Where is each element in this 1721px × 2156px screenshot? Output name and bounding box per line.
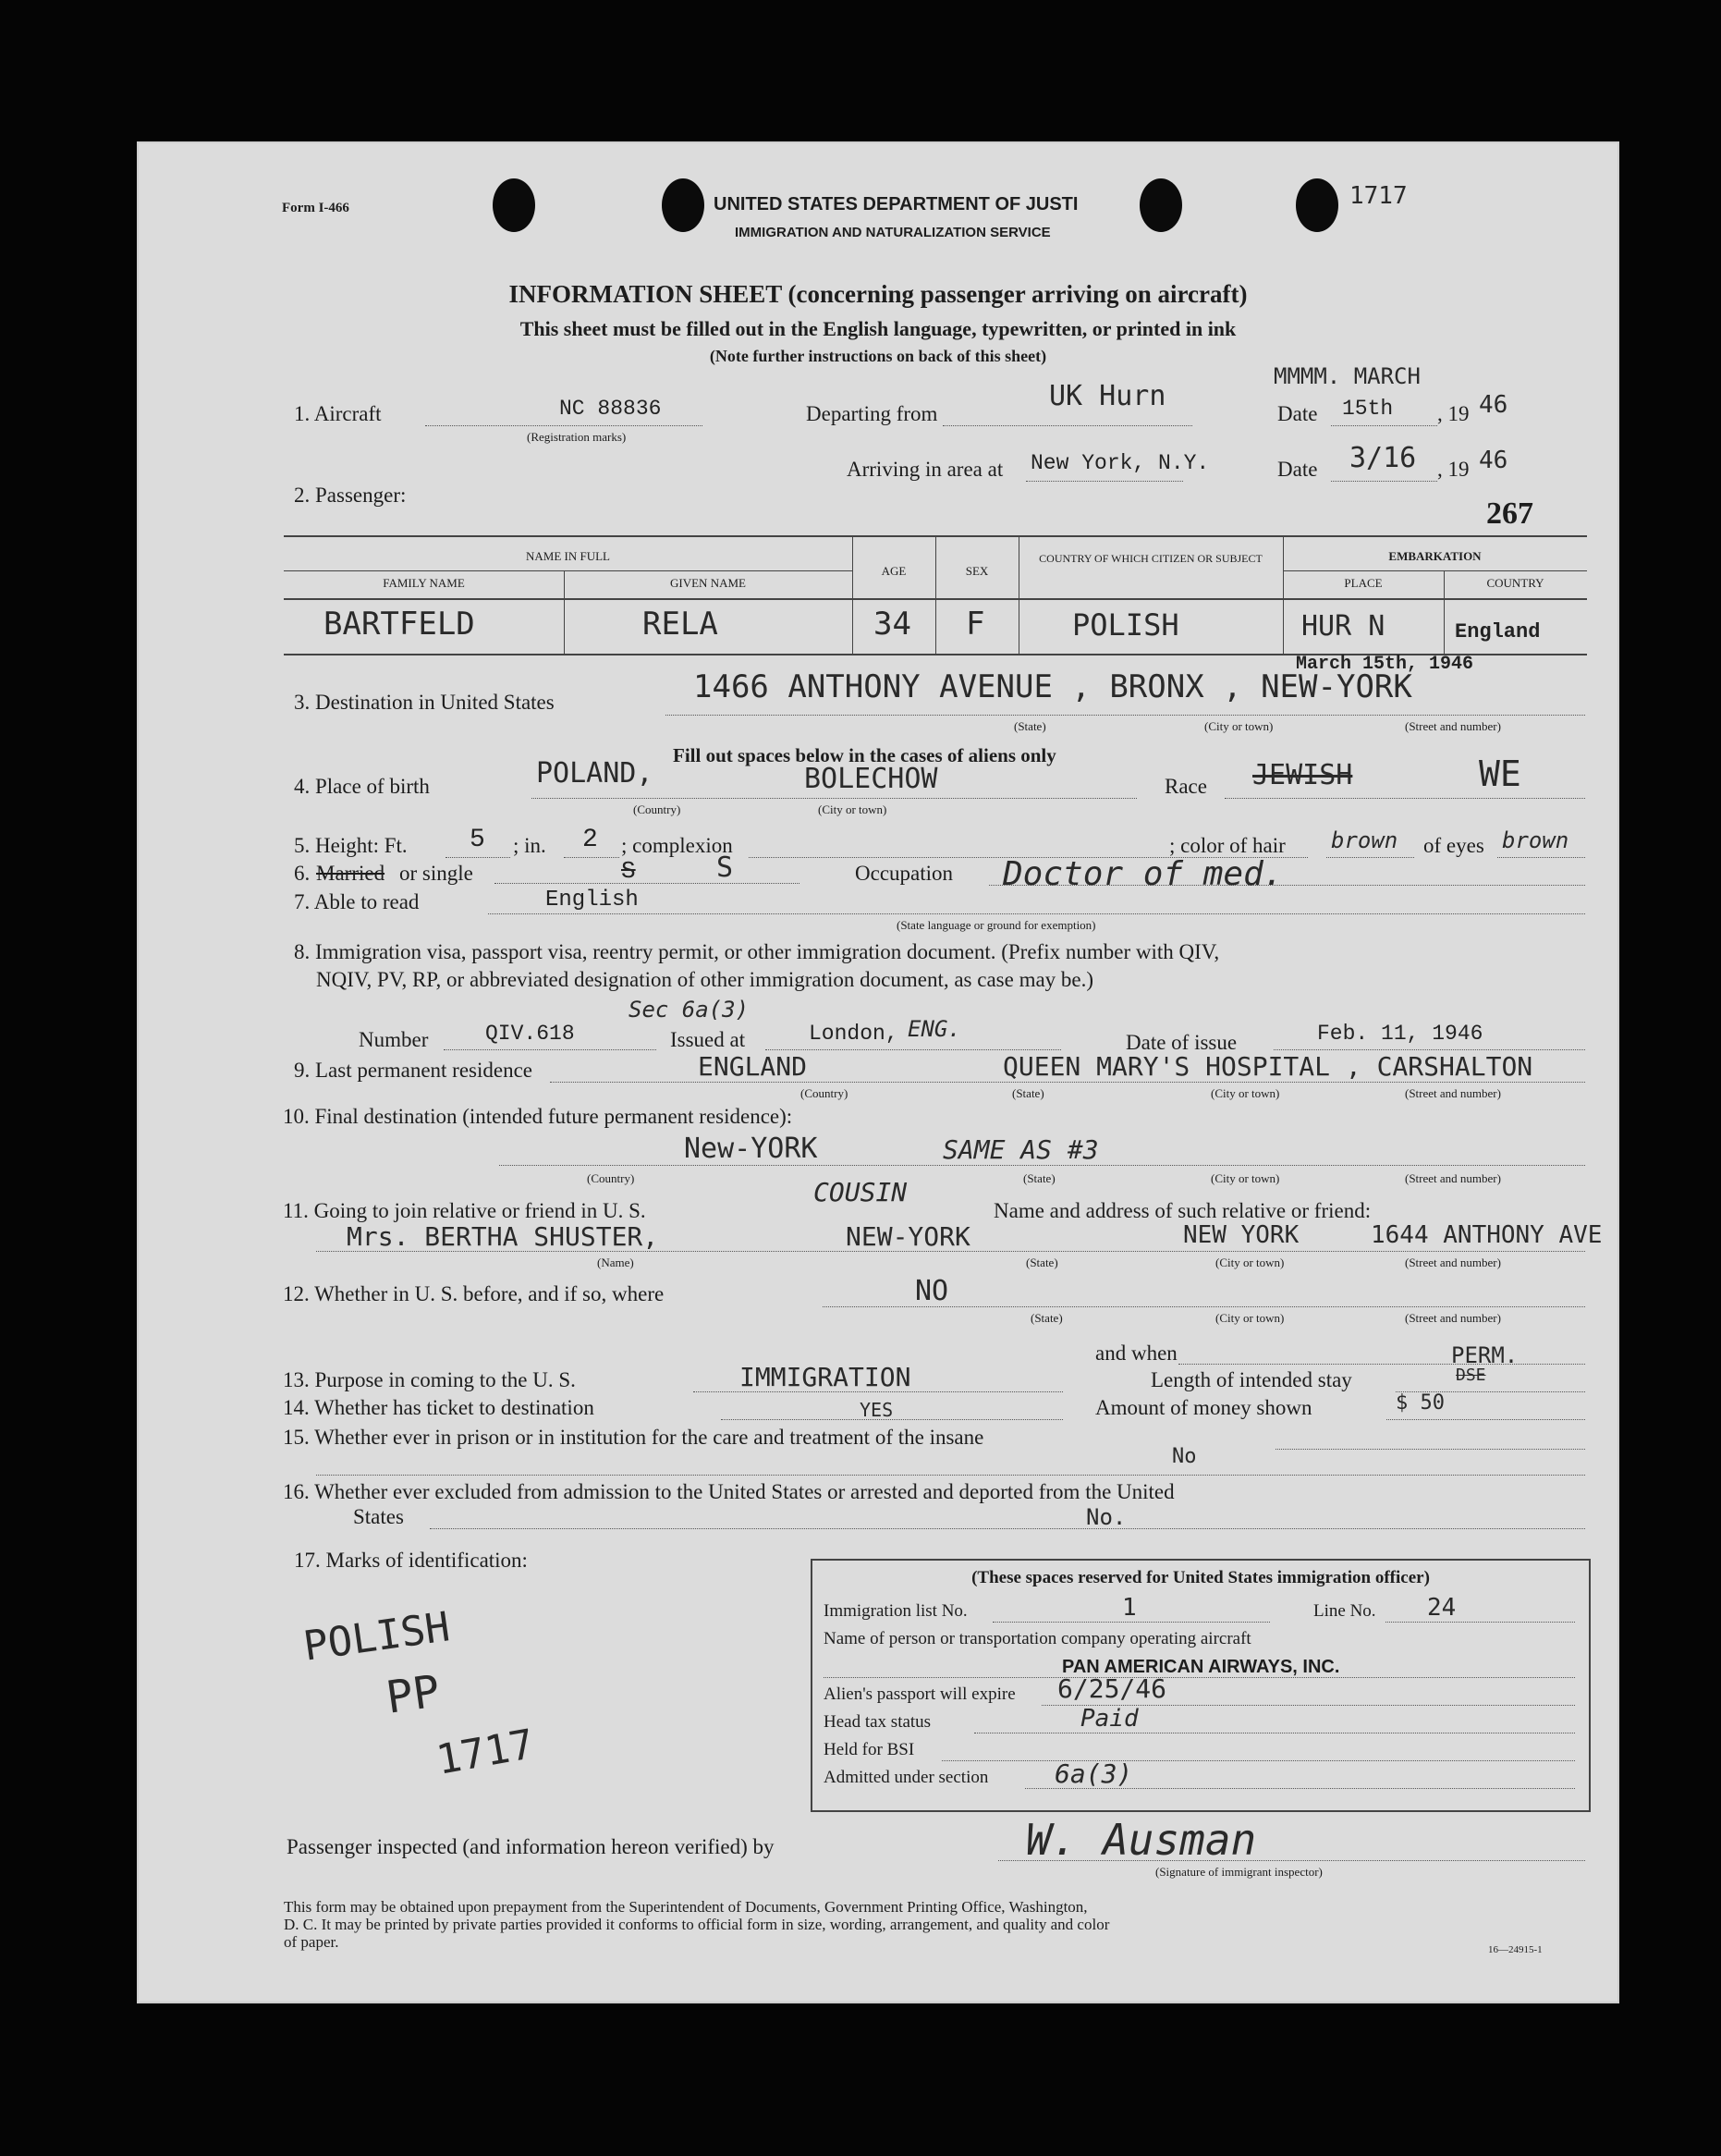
col-place: PLACE xyxy=(1344,576,1383,590)
caption-city-9: (City or town) xyxy=(1211,1086,1280,1100)
operator-label: Name of person or transportation company operating aircraft xyxy=(824,1629,1251,1648)
read-label: 7. Able to read xyxy=(294,890,420,913)
punch-hole xyxy=(1296,178,1338,232)
money-value: $ 50 xyxy=(1396,1391,1445,1415)
footer-line-3: of paper. xyxy=(284,1933,339,1951)
issued-at-value: London, xyxy=(809,1022,898,1046)
service-name: IMMIGRATION AND NATURALIZATION SERVICE xyxy=(735,225,1051,240)
excluded-label-2: States xyxy=(353,1505,404,1528)
section-note: Sec 6a(3) xyxy=(629,997,750,1023)
col-citizen: COUNTRY OF WHICH CITIZEN OR SUBJECT xyxy=(1039,552,1263,565)
excluded-value: No. xyxy=(1086,1504,1127,1530)
citizen-value: POLISH xyxy=(1072,607,1179,643)
instruction-line: This sheet must be filled out in the English language, typewritten, or printed in ink xyxy=(519,317,1237,340)
eyes-value: brown xyxy=(1502,827,1569,853)
complexion-label: ; complexion xyxy=(621,834,733,857)
caption-city-birth: (City or town) xyxy=(818,802,887,816)
race-value: WE xyxy=(1479,753,1521,794)
col-sex: SEX xyxy=(965,564,989,578)
departing-extra: MMMM. MARCH xyxy=(1274,363,1421,389)
caption-street-10: (Street and number) xyxy=(1405,1171,1501,1185)
purpose-value: IMMIGRATION xyxy=(739,1362,911,1392)
birth-country-value: POLAND, xyxy=(536,757,653,790)
issued-at-label: Issued at xyxy=(670,1028,746,1051)
join-city: NEW YORK xyxy=(1183,1221,1300,1249)
occupation-value: Doctor of med. xyxy=(1003,855,1284,893)
race-label: Race xyxy=(1165,775,1207,798)
caption-city: (City or town) xyxy=(1204,719,1274,733)
signature-caption: (Signature of immigrant inspector) xyxy=(1155,1865,1323,1879)
bsi-label: Held for BSI xyxy=(824,1740,915,1759)
issue-date-label: Date of issue xyxy=(1126,1031,1238,1054)
department-name: UNITED STATES DEPARTMENT OF JUSTI xyxy=(714,194,1079,214)
marital-number: 6. xyxy=(294,862,311,885)
list-no-value: 1 xyxy=(1122,1594,1137,1622)
document-label-2: NQIV, PV, RP, or abbreviated designation of other immigration document, as case may be.) xyxy=(316,968,1094,991)
caption-city-12: (City or town) xyxy=(1215,1311,1285,1325)
caption-street-9: (Street and number) xyxy=(1405,1086,1501,1100)
birth-label: 4. Place of birth xyxy=(294,775,430,798)
caption-state-10: (State) xyxy=(1023,1171,1056,1185)
arrive-year-prefix: , 19 xyxy=(1437,458,1470,481)
ticket-label: 14. Whether has ticket to destination xyxy=(283,1396,594,1419)
form-number: Form I-466 xyxy=(282,201,349,215)
col-name-in-full: NAME IN FULL xyxy=(526,549,610,563)
residence-country-value: ENGLAND xyxy=(698,1051,808,1082)
money-label: Amount of money shown xyxy=(1095,1396,1312,1419)
passport-label: Alien's passport will expire xyxy=(824,1684,1016,1704)
col-embarkation: EMBARKATION xyxy=(1388,549,1482,563)
occupation-label: Occupation xyxy=(855,862,954,885)
operator-value: PAN AMERICAN AIRWAYS, INC. xyxy=(1062,1657,1340,1677)
caption-state-11: (State) xyxy=(1026,1256,1058,1269)
join-relation: COUSIN xyxy=(813,1177,908,1207)
inspector-signature: W. Ausman xyxy=(1026,1815,1257,1865)
marks-line-2: PP xyxy=(383,1665,444,1724)
birth-city-value: BOLECHOW xyxy=(804,763,938,795)
footer-line-2: D. C. It may be printed by private parties provided it conforms to official form in size, wording, arrangement, and quality and color xyxy=(284,1916,1110,1933)
aircraft-label: 1. Aircraft xyxy=(294,402,382,425)
join-street: 1644 ANTHONY AVE xyxy=(1371,1221,1603,1249)
final-dest-value: New-YORK xyxy=(684,1133,818,1165)
embark-date-value: March 15th, 1946 xyxy=(1296,654,1474,675)
depart-year-prefix: , 19 xyxy=(1437,402,1470,425)
read-caption: (State language or ground for exemption) xyxy=(897,918,1096,932)
when-label: and when xyxy=(1095,1341,1178,1365)
form-sheet xyxy=(139,143,1617,2002)
arrive-date-value: 3/16 xyxy=(1349,442,1417,474)
stay-struck: DSE xyxy=(1456,1366,1486,1385)
height-in-label: ; in. xyxy=(513,834,546,857)
punch-hole xyxy=(662,178,704,232)
residence-street-value: QUEEN MARY'S HOSPITAL , CARSHALTON xyxy=(1003,1051,1533,1082)
before-label: 12. Whether in U. S. before, and if so, where xyxy=(283,1282,665,1305)
depart-year-value: 46 xyxy=(1479,391,1508,419)
arrive-date-label: Date xyxy=(1277,458,1318,481)
section-label: Admitted under section xyxy=(824,1768,989,1787)
hair-value: brown xyxy=(1331,827,1398,853)
depart-date-label: Date xyxy=(1277,402,1318,425)
caption-country: (Country) xyxy=(633,802,681,816)
tax-label: Head tax status xyxy=(824,1712,932,1732)
col-given-name: GIVEN NAME xyxy=(670,576,746,590)
marital-struck-value: S xyxy=(621,857,636,885)
instruction-note: (Note further instructions on back of this sheet) xyxy=(709,347,1047,365)
departing-value: UK Hurn xyxy=(1049,380,1166,412)
marks-line-1: POLISH xyxy=(300,1603,453,1671)
aircraft-value: NC 88836 xyxy=(559,397,662,421)
caption-state: (State) xyxy=(1014,719,1046,733)
height-feet-value: 5 xyxy=(470,826,485,854)
tax-value: Paid xyxy=(1080,1705,1139,1733)
marital-value: S xyxy=(716,851,734,884)
col-family-name: FAMILY NAME xyxy=(383,576,465,590)
caption-name: (Name) xyxy=(597,1256,634,1269)
excluded-label: 16. Whether ever excluded from admission to the United States or arrested and deported from the United xyxy=(283,1480,1175,1503)
punch-hole xyxy=(493,178,535,232)
caption-country-10: (Country) xyxy=(587,1171,635,1185)
final-dest-label: 10. Final destination (intended future permanent residence): xyxy=(283,1105,793,1128)
arrive-year-value: 46 xyxy=(1479,447,1508,474)
hair-label: ; color of hair xyxy=(1169,834,1286,857)
arriving-value: New York, N.Y. xyxy=(1031,451,1210,475)
residence-label: 9. Last permanent residence xyxy=(294,1059,532,1082)
line-no-value: 24 xyxy=(1427,1594,1457,1622)
read-value: English xyxy=(545,888,639,913)
family-name-value: BARTFELD xyxy=(323,606,475,643)
caption-street-11: (Street and number) xyxy=(1405,1256,1501,1269)
join-label: 11. Going to join relative or friend in U. S. xyxy=(283,1199,646,1222)
country-value: England xyxy=(1455,620,1541,643)
caption-country-9: (Country) xyxy=(800,1086,848,1100)
departing-label: Departing from xyxy=(806,402,938,425)
official-title: (These spaces reserved for United States immigration officer) xyxy=(971,1568,1430,1587)
given-name-value: RELA xyxy=(642,606,718,643)
caption-city-11: (City or town) xyxy=(1215,1256,1285,1269)
before-value: NO xyxy=(915,1275,949,1307)
passenger-label: 2. Passenger: xyxy=(294,484,407,507)
purpose-label: 13. Purpose in coming to the U. S. xyxy=(283,1368,576,1391)
footer-line-1: This form may be obtained upon prepayment from the Superintendent of Documents, Government Printing Office, Washington, xyxy=(284,1898,1088,1916)
section-value: 6a(3) xyxy=(1055,1758,1133,1789)
final-dest-same: SAME AS #3 xyxy=(943,1134,1099,1165)
document-label: 8. Immigration visa, passport visa, reentry permit, or other immigration document. (Prefix number with QIV, xyxy=(294,940,1220,963)
destination-label: 3. Destination in United States xyxy=(294,691,555,714)
stay-label: Length of intended stay xyxy=(1151,1368,1352,1391)
registration-caption: (Registration marks) xyxy=(527,430,627,444)
join-name-label: Name and address of such relative or friend: xyxy=(994,1199,1372,1222)
sex-value: F xyxy=(966,606,985,643)
destination-value: 1466 ANTHONY AVENUE , BRONX , NEW-YORK xyxy=(693,668,1412,705)
list-no-label: Immigration list No. xyxy=(824,1601,968,1621)
eyes-label: of eyes xyxy=(1423,834,1484,857)
married-struck: Married xyxy=(316,862,385,885)
col-country: COUNTRY xyxy=(1486,576,1544,590)
line-no-label: Line No. xyxy=(1313,1601,1376,1621)
stay-value: PERM. xyxy=(1451,1342,1519,1368)
punch-hole xyxy=(1140,178,1182,232)
marital-label: or single xyxy=(399,862,473,885)
race-struck-value: JEWISH xyxy=(1252,759,1353,791)
doc-number-value: QIV.618 xyxy=(485,1022,575,1046)
corner-mark: 1717 xyxy=(1349,182,1408,210)
issue-date-value: Feb. 11, 1946 xyxy=(1317,1022,1483,1046)
caption-city-10: (City or town) xyxy=(1211,1171,1280,1185)
marks-label: 17. Marks of identification: xyxy=(294,1549,528,1572)
depart-date-value: 15th xyxy=(1342,397,1394,421)
height-label: 5. Height: Ft. xyxy=(294,834,408,857)
arriving-label: Arriving in area at xyxy=(847,458,1004,481)
join-state: NEW-YORK xyxy=(846,1221,970,1252)
caption-street-12: (Street and number) xyxy=(1405,1311,1501,1325)
prison-value: No xyxy=(1172,1445,1197,1468)
caption-street: (Street and number) xyxy=(1405,719,1501,733)
join-name: Mrs. BERTHA SHUSTER, xyxy=(347,1221,659,1252)
height-inches-value: 2 xyxy=(582,826,598,854)
caption-state-9: (State) xyxy=(1012,1086,1044,1100)
age-value: 34 xyxy=(873,606,911,643)
list-number: 267 xyxy=(1486,496,1533,531)
doc-number-label: Number xyxy=(359,1028,429,1051)
issued-at-hand: ENG. xyxy=(908,1016,961,1042)
caption-state-12: (State) xyxy=(1031,1311,1063,1325)
col-age: AGE xyxy=(881,564,907,578)
place-value: HUR N xyxy=(1301,610,1385,643)
passport-value: 6/25/46 xyxy=(1057,1673,1167,1704)
aliens-note: Fill out spaces below in the cases of aliens only xyxy=(673,744,1056,766)
page-title: INFORMATION SHEET (concerning passenger arriving on aircraft) xyxy=(508,280,1248,308)
marks-line-3: 1717 xyxy=(433,1721,538,1784)
footer-code: 16—24915-1 xyxy=(1488,1944,1543,1955)
inspection-label: Passenger inspected (and information hereon verified) by xyxy=(287,1835,775,1858)
prison-label: 15. Whether ever in prison or in institution for the care and treatment of the insane xyxy=(283,1426,984,1449)
ticket-value: YES xyxy=(860,1399,894,1421)
official-use-box xyxy=(811,1559,1591,1812)
